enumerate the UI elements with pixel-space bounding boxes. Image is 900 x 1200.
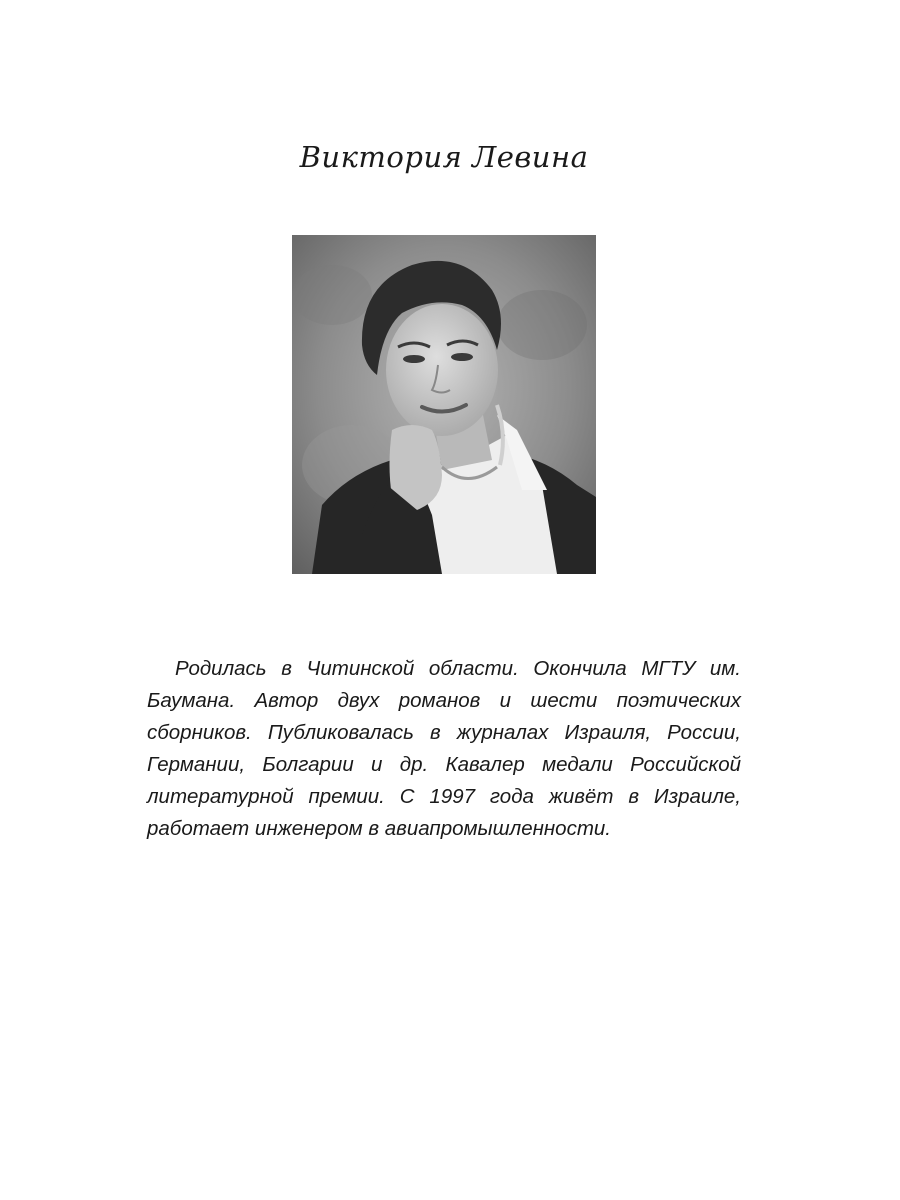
author-biography: Родилась в Читинской области. Окончила МГТУ им. Баумана. Автор двух романов и шести поэтических сборников. Публиковалась в журналах Израиля, России, Германии, Болгарии и др. Кавалер медали Российской литературной премии. С 1997 года живёт в Израиле, работает инженером в авиапромышленности. bbox=[147, 657, 741, 840]
author-portrait bbox=[292, 235, 596, 574]
author-name: Виктория Левина bbox=[299, 140, 589, 174]
